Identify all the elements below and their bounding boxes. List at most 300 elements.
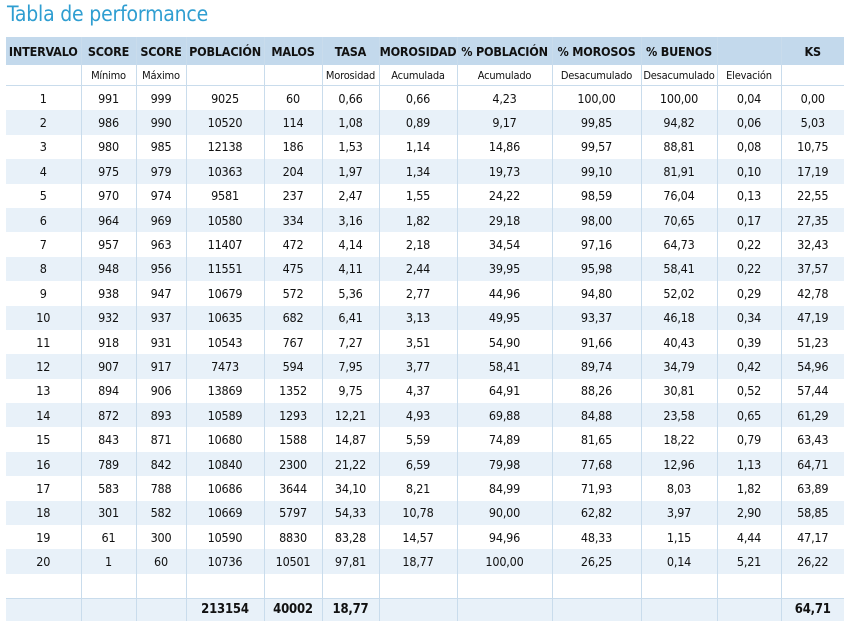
table-cell: 18,22 — [641, 427, 717, 451]
table-cell: 64,73 — [641, 232, 717, 256]
table-cell: 70,65 — [641, 208, 717, 232]
table-cell: 34,10 — [322, 476, 379, 500]
table-cell: 100,00 — [552, 86, 641, 111]
table-cell: 8,21 — [379, 476, 457, 500]
table-cell: 8,03 — [641, 476, 717, 500]
table-cell: 81,65 — [552, 427, 641, 451]
table-cell: 11407 — [186, 232, 264, 256]
table-cell: 2,77 — [379, 281, 457, 305]
table-cell: 29,18 — [457, 208, 552, 232]
table-cell: 10,78 — [379, 501, 457, 525]
table-body — [6, 86, 844, 621]
table-cell: 918 — [81, 330, 136, 354]
table-cell: 51,23 — [781, 330, 844, 354]
spacer-row — [6, 574, 844, 599]
column-subheader: Máximo — [136, 65, 186, 86]
table-cell: 13 — [6, 379, 81, 403]
table-cell: 20 — [6, 549, 81, 573]
table-cell: 10680 — [186, 427, 264, 451]
table-cell: 682 — [264, 306, 322, 330]
table-cell: 3,97 — [641, 501, 717, 525]
table-cell: 0,52 — [717, 379, 781, 403]
table-cell: 10679 — [186, 281, 264, 305]
column-header: SCORE — [81, 37, 136, 65]
table-cell: 100,00 — [457, 549, 552, 573]
table-cell: 4,14 — [322, 232, 379, 256]
table-cell: 15 — [6, 427, 81, 451]
table-cell: 3644 — [264, 476, 322, 500]
table-cell: 46,18 — [641, 306, 717, 330]
table-cell: 0,89 — [379, 110, 457, 134]
table-cell: 18,77 — [379, 549, 457, 573]
table-cell: 2 — [6, 110, 81, 134]
table-cell: 83,28 — [322, 525, 379, 549]
table-cell: 1,08 — [322, 110, 379, 134]
table-cell: 18 — [6, 501, 81, 525]
table-row — [6, 427, 844, 451]
table-cell: 23,58 — [641, 403, 717, 427]
table-cell: 39,95 — [457, 257, 552, 281]
table-cell: 84,88 — [552, 403, 641, 427]
table-cell: 60 — [136, 549, 186, 573]
table-row — [6, 110, 844, 134]
table-cell: 54,33 — [322, 501, 379, 525]
table-cell: 1,14 — [379, 135, 457, 159]
table-cell: 938 — [81, 281, 136, 305]
table-cell: 99,10 — [552, 159, 641, 183]
table-row — [6, 354, 844, 378]
column-subheader: Acumulada — [379, 65, 457, 86]
table-row — [6, 184, 844, 208]
table-cell: 16 — [6, 452, 81, 476]
table-cell: 0,14 — [641, 549, 717, 573]
table-cell: 99,85 — [552, 110, 641, 134]
table-cell: 985 — [136, 135, 186, 159]
table-cell: 5 — [6, 184, 81, 208]
total-cell — [81, 598, 136, 621]
total-cell — [641, 598, 717, 621]
table-cell: 7473 — [186, 354, 264, 378]
table-cell: 2,44 — [379, 257, 457, 281]
column-header: % POBLACIÓN — [457, 37, 552, 65]
total-cell: 213154 — [186, 598, 264, 621]
column-header — [717, 37, 781, 65]
table-cell: 301 — [81, 501, 136, 525]
table-cell: 999 — [136, 86, 186, 111]
table-cell: 4 — [6, 159, 81, 183]
table-cell: 204 — [264, 159, 322, 183]
table-cell: 12138 — [186, 135, 264, 159]
table-cell: 10 — [6, 306, 81, 330]
column-header: SCORE — [136, 37, 186, 65]
table-cell: 8830 — [264, 525, 322, 549]
table-cell: 94,80 — [552, 281, 641, 305]
column-subheader: Desacumulado — [552, 65, 641, 86]
table-row — [6, 257, 844, 281]
table-cell: 3,16 — [322, 208, 379, 232]
table-cell: 63,89 — [781, 476, 844, 500]
table-cell: 6 — [6, 208, 81, 232]
table-cell: 30,81 — [641, 379, 717, 403]
table-cell: 91,66 — [552, 330, 641, 354]
table-cell: 24,22 — [457, 184, 552, 208]
table-row — [6, 232, 844, 256]
table-cell: 9 — [6, 281, 81, 305]
table-cell: 49,95 — [457, 306, 552, 330]
table-cell: 1,15 — [641, 525, 717, 549]
table-cell: 843 — [81, 427, 136, 451]
table-cell: 34,79 — [641, 354, 717, 378]
column-subheader — [264, 65, 322, 86]
subheader-row — [6, 65, 844, 86]
table-cell: 0,66 — [322, 86, 379, 111]
table-cell: 10363 — [186, 159, 264, 183]
table-cell: 583 — [81, 476, 136, 500]
table-cell: 14 — [6, 403, 81, 427]
table-cell: 991 — [81, 86, 136, 111]
table-cell: 4,93 — [379, 403, 457, 427]
table-cell: 22,55 — [781, 184, 844, 208]
table-cell: 12 — [6, 354, 81, 378]
table-cell: 88,81 — [641, 135, 717, 159]
table-cell: 84,99 — [457, 476, 552, 500]
total-cell — [552, 598, 641, 621]
total-cell — [379, 598, 457, 621]
table-row — [6, 452, 844, 476]
table-cell: 10,75 — [781, 135, 844, 159]
table-row — [6, 208, 844, 232]
table-cell: 931 — [136, 330, 186, 354]
column-subheader: Mínimo — [81, 65, 136, 86]
table-cell: 3,51 — [379, 330, 457, 354]
table-cell: 1,34 — [379, 159, 457, 183]
table-cell: 3 — [6, 135, 81, 159]
table-cell: 10840 — [186, 452, 264, 476]
table-cell: 1,53 — [322, 135, 379, 159]
table-cell: 10686 — [186, 476, 264, 500]
table-cell: 10589 — [186, 403, 264, 427]
table-cell: 69,88 — [457, 403, 552, 427]
table-cell: 1588 — [264, 427, 322, 451]
table-cell: 62,82 — [552, 501, 641, 525]
table-cell: 990 — [136, 110, 186, 134]
table-cell: 58,85 — [781, 501, 844, 525]
table-cell: 3,13 — [379, 306, 457, 330]
table-cell: 10669 — [186, 501, 264, 525]
performance-table — [6, 37, 844, 621]
table-cell: 871 — [136, 427, 186, 451]
total-cell — [6, 598, 81, 621]
table-cell: 10520 — [186, 110, 264, 134]
table-cell: 907 — [81, 354, 136, 378]
table-cell: 6,59 — [379, 452, 457, 476]
table-cell: 98,59 — [552, 184, 641, 208]
table-cell: 11 — [6, 330, 81, 354]
table-cell: 0,00 — [781, 86, 844, 111]
table-cell: 963 — [136, 232, 186, 256]
table-cell: 7,95 — [322, 354, 379, 378]
table-cell: 94,82 — [641, 110, 717, 134]
table-cell: 47,19 — [781, 306, 844, 330]
table-cell: 894 — [81, 379, 136, 403]
total-cell — [136, 598, 186, 621]
table-cell: 48,33 — [552, 525, 641, 549]
table-cell: 964 — [81, 208, 136, 232]
table-cell: 10543 — [186, 330, 264, 354]
table-cell: 9025 — [186, 86, 264, 111]
table-cell: 4,44 — [717, 525, 781, 549]
column-subheader — [186, 65, 264, 86]
table-cell: 54,96 — [781, 354, 844, 378]
table-cell: 1,97 — [322, 159, 379, 183]
table-cell: 47,17 — [781, 525, 844, 549]
table-cell: 0,34 — [717, 306, 781, 330]
table-cell: 872 — [81, 403, 136, 427]
table-cell: 89,74 — [552, 354, 641, 378]
table-cell: 237 — [264, 184, 322, 208]
table-cell: 54,90 — [457, 330, 552, 354]
table-cell: 789 — [81, 452, 136, 476]
table-cell: 12,96 — [641, 452, 717, 476]
table-cell: 10635 — [186, 306, 264, 330]
table-cell: 60 — [264, 86, 322, 111]
table-cell: 26,25 — [552, 549, 641, 573]
table-cell: 1352 — [264, 379, 322, 403]
table-cell: 76,04 — [641, 184, 717, 208]
table-cell: 582 — [136, 501, 186, 525]
table-cell: 3,77 — [379, 354, 457, 378]
table-cell: 71,93 — [552, 476, 641, 500]
table-row — [6, 281, 844, 305]
table-cell: 32,43 — [781, 232, 844, 256]
table-cell: 0,66 — [379, 86, 457, 111]
column-subheader: Desacumulado — [641, 65, 717, 86]
table-row — [6, 549, 844, 573]
table-cell: 0,22 — [717, 257, 781, 281]
table-cell: 12,21 — [322, 403, 379, 427]
table-cell: 17,19 — [781, 159, 844, 183]
table-cell: 0,06 — [717, 110, 781, 134]
table-cell: 1,55 — [379, 184, 457, 208]
column-subheader: Morosidad — [322, 65, 379, 86]
table-cell: 40,43 — [641, 330, 717, 354]
table-cell: 19,73 — [457, 159, 552, 183]
table-cell: 57,44 — [781, 379, 844, 403]
table-cell: 0,10 — [717, 159, 781, 183]
table-cell: 4,11 — [322, 257, 379, 281]
table-row — [6, 403, 844, 427]
table-row — [6, 159, 844, 183]
table-cell: 58,41 — [457, 354, 552, 378]
column-header: POBLACIÓN — [186, 37, 264, 65]
column-header: MOROSIDAD — [379, 37, 457, 65]
table-cell: 74,89 — [457, 427, 552, 451]
table-cell: 7 — [6, 232, 81, 256]
table-cell: 94,96 — [457, 525, 552, 549]
table-cell: 34,54 — [457, 232, 552, 256]
table-cell: 969 — [136, 208, 186, 232]
table-cell: 9,17 — [457, 110, 552, 134]
table-cell: 77,68 — [552, 452, 641, 476]
table-cell: 99,57 — [552, 135, 641, 159]
table-cell: 334 — [264, 208, 322, 232]
table-cell: 90,00 — [457, 501, 552, 525]
table-cell: 10580 — [186, 208, 264, 232]
total-cell: 40002 — [264, 598, 322, 621]
table-cell: 42,78 — [781, 281, 844, 305]
table-cell: 0,13 — [717, 184, 781, 208]
table-cell: 14,57 — [379, 525, 457, 549]
table-cell: 114 — [264, 110, 322, 134]
table-cell: 64,71 — [781, 452, 844, 476]
table-cell: 8 — [6, 257, 81, 281]
table-cell: 300 — [136, 525, 186, 549]
table-cell: 95,98 — [552, 257, 641, 281]
table-cell: 88,26 — [552, 379, 641, 403]
column-header: % MOROSOS — [552, 37, 641, 65]
table-cell: 44,96 — [457, 281, 552, 305]
page-title: Tabla de performance — [7, 2, 209, 26]
table-cell: 970 — [81, 184, 136, 208]
table-cell: 937 — [136, 306, 186, 330]
table-cell: 5,21 — [717, 549, 781, 573]
table-cell: 0,65 — [717, 403, 781, 427]
table-cell: 1,82 — [379, 208, 457, 232]
table-cell: 27,35 — [781, 208, 844, 232]
column-subheader — [781, 65, 844, 86]
table-cell: 10590 — [186, 525, 264, 549]
table-cell: 63,43 — [781, 427, 844, 451]
column-header: % BUENOS — [641, 37, 717, 65]
table-cell: 980 — [81, 135, 136, 159]
table-cell: 5,03 — [781, 110, 844, 134]
table-cell: 6,41 — [322, 306, 379, 330]
table-cell: 0,22 — [717, 232, 781, 256]
table-cell: 0,17 — [717, 208, 781, 232]
table-cell: 0,79 — [717, 427, 781, 451]
table-cell: 932 — [81, 306, 136, 330]
table-cell: 767 — [264, 330, 322, 354]
total-cell — [717, 598, 781, 621]
table-row — [6, 476, 844, 500]
table-cell: 9581 — [186, 184, 264, 208]
table-row — [6, 379, 844, 403]
total-cell: 64,71 — [781, 598, 844, 621]
table-cell: 64,91 — [457, 379, 552, 403]
table-cell: 21,22 — [322, 452, 379, 476]
total-cell — [457, 598, 552, 621]
table-cell: 917 — [136, 354, 186, 378]
table-cell: 572 — [264, 281, 322, 305]
total-cell: 18,77 — [322, 598, 379, 621]
table-cell: 11551 — [186, 257, 264, 281]
table-cell: 10501 — [264, 549, 322, 573]
table-cell: 956 — [136, 257, 186, 281]
table-row — [6, 525, 844, 549]
table-cell: 10736 — [186, 549, 264, 573]
table-cell: 788 — [136, 476, 186, 500]
table-cell: 97,16 — [552, 232, 641, 256]
table-cell: 975 — [81, 159, 136, 183]
header-row — [6, 37, 844, 65]
table-cell: 0,04 — [717, 86, 781, 111]
table-cell: 957 — [81, 232, 136, 256]
table-cell: 79,98 — [457, 452, 552, 476]
table-cell: 61 — [81, 525, 136, 549]
table-cell: 81,91 — [641, 159, 717, 183]
table-cell: 1,13 — [717, 452, 781, 476]
table-cell: 14,87 — [322, 427, 379, 451]
table-cell: 17 — [6, 476, 81, 500]
table-row — [6, 135, 844, 159]
table-cell: 475 — [264, 257, 322, 281]
table-cell: 9,75 — [322, 379, 379, 403]
table-cell: 1 — [6, 86, 81, 111]
table-cell: 842 — [136, 452, 186, 476]
table-cell: 0,29 — [717, 281, 781, 305]
column-subheader: Elevación — [717, 65, 781, 86]
table-cell: 472 — [264, 232, 322, 256]
table-cell: 98,00 — [552, 208, 641, 232]
column-header: MALOS — [264, 37, 322, 65]
table-cell: 0,39 — [717, 330, 781, 354]
table-cell: 974 — [136, 184, 186, 208]
table-cell: 93,37 — [552, 306, 641, 330]
table-cell: 5,59 — [379, 427, 457, 451]
table-cell: 2,90 — [717, 501, 781, 525]
column-header: INTERVALO — [6, 37, 81, 65]
table-cell: 1 — [81, 549, 136, 573]
table-cell: 19 — [6, 525, 81, 549]
table-cell: 4,23 — [457, 86, 552, 111]
table-cell: 97,81 — [322, 549, 379, 573]
table-cell: 947 — [136, 281, 186, 305]
table-cell: 0,08 — [717, 135, 781, 159]
table-cell: 14,86 — [457, 135, 552, 159]
table-cell: 5797 — [264, 501, 322, 525]
table-cell: 979 — [136, 159, 186, 183]
totals-row — [6, 598, 844, 621]
table-cell: 186 — [264, 135, 322, 159]
table-row — [6, 306, 844, 330]
column-subheader: Acumulado — [457, 65, 552, 86]
table-row — [6, 330, 844, 354]
table-cell: 37,57 — [781, 257, 844, 281]
table-row — [6, 501, 844, 525]
table-cell: 906 — [136, 379, 186, 403]
column-header: KS — [781, 37, 844, 65]
table-cell: 1293 — [264, 403, 322, 427]
table-cell: 893 — [136, 403, 186, 427]
table-cell: 1,82 — [717, 476, 781, 500]
table-cell: 5,36 — [322, 281, 379, 305]
column-header: TASA — [322, 37, 379, 65]
table-cell: 2300 — [264, 452, 322, 476]
table-cell: 52,02 — [641, 281, 717, 305]
table-cell: 4,37 — [379, 379, 457, 403]
table-cell: 13869 — [186, 379, 264, 403]
table-cell: 986 — [81, 110, 136, 134]
table-cell: 2,18 — [379, 232, 457, 256]
table-cell: 0,42 — [717, 354, 781, 378]
column-subheader — [6, 65, 81, 86]
table-cell: 2,47 — [322, 184, 379, 208]
table-cell: 26,22 — [781, 549, 844, 573]
table-cell: 100,00 — [641, 86, 717, 111]
table-cell: 58,41 — [641, 257, 717, 281]
table-cell: 948 — [81, 257, 136, 281]
table-cell: 594 — [264, 354, 322, 378]
